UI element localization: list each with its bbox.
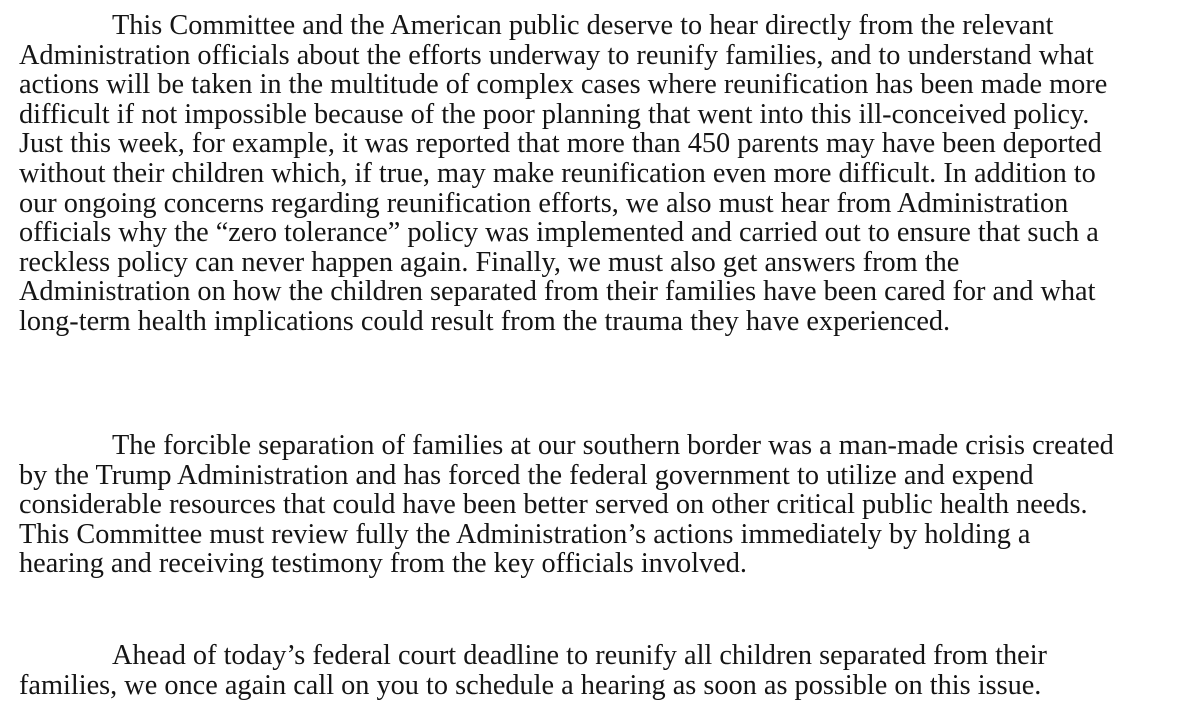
paragraph-line: officials why the “zero tolerance” policy was implemented and carried out to ensure that such a — [19, 217, 1099, 249]
paragraph-line: without their children which, if true, may make reunification even more difficult. In addition to — [19, 157, 1096, 189]
paragraph-line: our ongoing concerns regarding reunification efforts, we also must hear from Administration — [19, 187, 1069, 219]
paragraph-line: Ahead of today’s federal court deadline to reunify all children separated from their — [112, 640, 1047, 671]
paragraph-line: Administration officials about the efforts underway to reunify families, and to understand what — [19, 39, 1094, 71]
paragraph-line: reckless policy can never happen again. Finally, we must also get answers from the — [19, 246, 960, 278]
paragraph-line: families, we once again call on you to schedule a hearing as soon as possible on this issue. — [19, 669, 1042, 701]
paragraph-line: difficult if not impossible because of the poor planning that went into this ill-conceived policy. — [19, 98, 1090, 130]
paragraph-line: long-term health implications could result from the trauma they have experienced. — [19, 305, 951, 337]
paragraph-line: Just this week, for example, it was reported that more than 450 parents may have been deported — [19, 128, 1102, 160]
paragraph-line: The forcible separation of families at our southern border was a man-made crisis created — [112, 430, 1114, 461]
paragraph-man-made-crisis — [19, 431, 1114, 579]
paragraph-line: This Committee and the American public deserve to hear directly from the relevant — [112, 10, 1054, 41]
paragraph-line: This Committee must review fully the Administration’s actions immediately by holding a — [19, 518, 1031, 550]
paragraph-reunification-concerns — [19, 11, 1107, 337]
paragraph-line: actions will be taken in the multitude of complex cases where reunification has been made more — [19, 69, 1108, 101]
paragraph-line: considerable resources that could have been better served on other critical public health needs. — [19, 489, 1088, 521]
paragraph-hearing-request — [19, 641, 1047, 700]
paragraph-line: Administration on how the children separated from their families have been cared for and what — [19, 276, 1096, 308]
paragraph-line: by the Trump Administration and has forced the federal government to utilize and expend — [19, 459, 1034, 491]
paragraph-line: hearing and receiving testimony from the key officials involved. — [19, 548, 747, 580]
